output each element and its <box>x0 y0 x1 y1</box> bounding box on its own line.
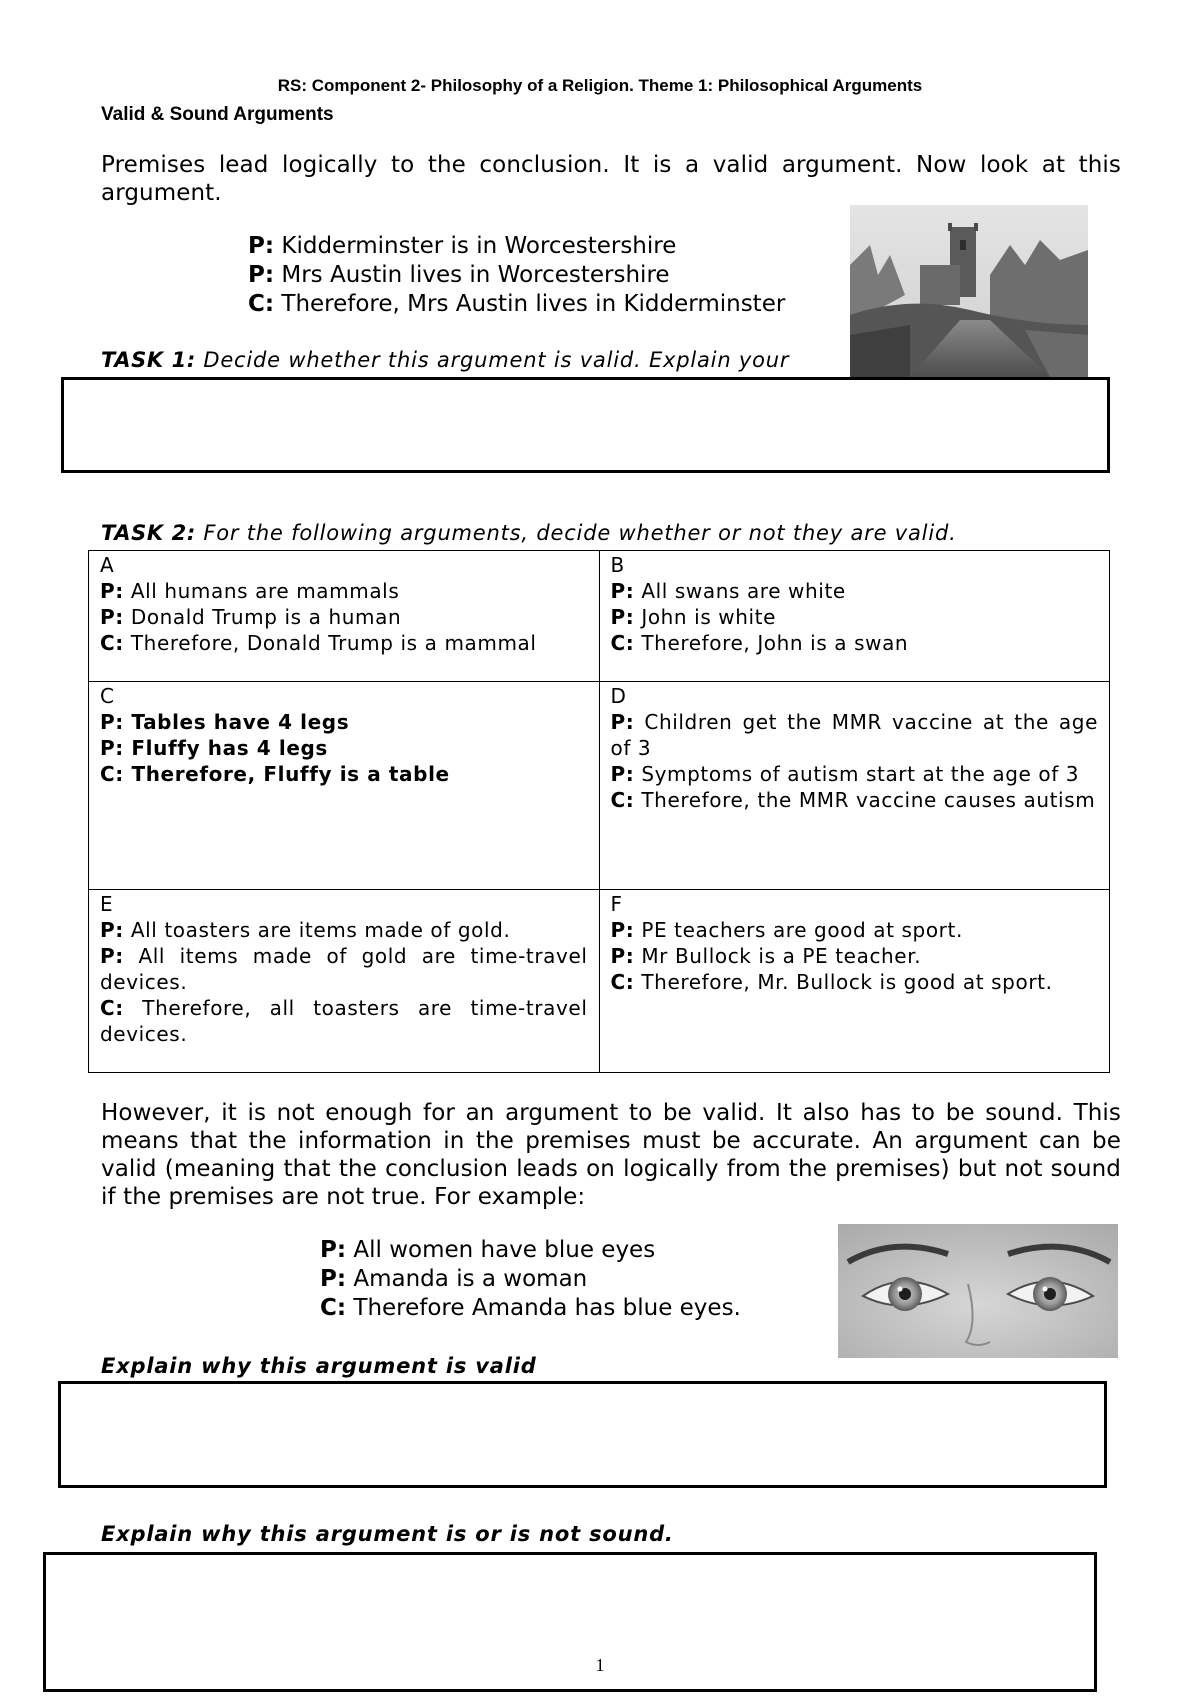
argument-2-line: C: Therefore Amanda has blue eyes. <box>320 1295 741 1321</box>
cell-label: F <box>610 892 623 916</box>
cell-label: E <box>100 892 114 916</box>
church-photo <box>850 205 1088 377</box>
cell-label: A <box>100 553 115 577</box>
intro-paragraph: Premises lead logically to the conclusion. It is a valid argument. Now look at this argument. <box>101 152 1121 206</box>
argument-cell-c: C P: Tables have 4 legs P: Fluffy has 4 legs C: Therefore, Fluffy is a table <box>89 682 600 890</box>
argument-1 <box>248 232 785 319</box>
question-valid: Explain why this argument is valid <box>101 1354 537 1378</box>
eyes-photo <box>838 1224 1118 1358</box>
page-number: 1 <box>595 1655 605 1675</box>
task-1-answer-box[interactable] <box>61 377 1110 473</box>
argument-2 <box>320 1236 741 1323</box>
argument-1-line: C: Therefore, Mrs Austin lives in Kidderminster <box>248 291 786 317</box>
cell-label: D <box>610 684 627 708</box>
argument-cell-d: D P: Children get the MMR vaccine at the age of 3 P: Symptoms of autism start at the age of 3 C: Therefore, the MMR vaccine causes autism <box>599 682 1110 890</box>
task-2-prompt: TASK 2: For the following arguments, decide whether or not they are valid. <box>101 521 957 545</box>
arguments-grid <box>88 550 1110 1073</box>
argument-cell-a: A P: All humans are mammals P: Donald Trump is a human C: Therefore, Donald Trump is a mammal <box>89 551 600 682</box>
argument-cell-b: B P: All swans are white P: John is white C: Therefore, John is a swan <box>599 551 1110 682</box>
cell-label: B <box>610 553 625 577</box>
argument-cell-f: F P: PE teachers are good at sport. P: Mr Bullock is a PE teacher. C: Therefore, Mr. Bullock is good at sport. <box>599 890 1110 1073</box>
page-header: RS: Component 2- Philosophy of a Religion. Theme 1: Philosophical Arguments <box>277 76 923 95</box>
argument-2-line: P: All women have blue eyes <box>320 1237 656 1263</box>
question-sound: Explain why this argument is or is not sound. <box>101 1522 674 1546</box>
argument-2-line: P: Amanda is a woman <box>320 1266 588 1292</box>
cell-label: C <box>100 684 115 708</box>
argument-cell-e: E P: All toasters are items made of gold. P: All items made of gold are time-travel devices. C: Therefore, all toasters are time-travel devices. <box>89 890 600 1073</box>
argument-1-line: P: Mrs Austin lives in Worcestershire <box>248 262 670 288</box>
valid-answer-box[interactable] <box>58 1381 1107 1488</box>
section-title: Valid & Sound Arguments <box>101 104 334 125</box>
soundness-paragraph: However, it is not enough for an argument to be valid. It also has to be sound. This means that the information in the premises must be accurate. An argument can be valid (meaning that the conclusion leads on logically from the premises) but not sound if the premises are not true. For example: <box>101 1100 1121 1210</box>
argument-1-line: P: Kidderminster is in Worcestershire <box>248 233 677 259</box>
task-1-prompt: TASK 1: Decide whether this argument is valid. Explain your <box>101 348 790 372</box>
